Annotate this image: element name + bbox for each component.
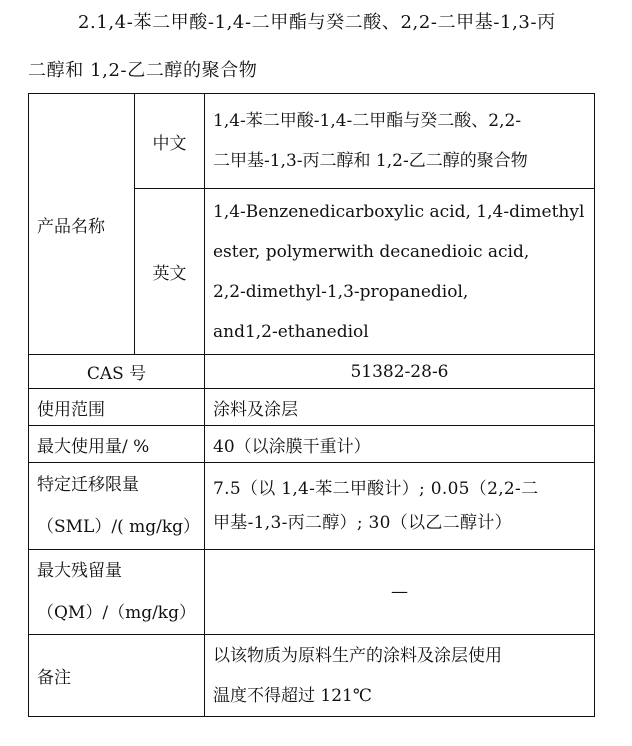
remark-label: 备注	[29, 635, 205, 717]
max-use-label: 最大使用量/ %	[29, 426, 205, 463]
english-name-line-4: and1,2-ethanediol	[213, 321, 369, 342]
usage-value: 涂料及涂层	[205, 389, 595, 426]
remark-value-line-2: 温度不得超过 121℃	[213, 685, 372, 706]
sml-label-line-2: （SML）/( mg/kg）	[37, 517, 201, 537]
chinese-name-line-2: 二甲基-1,3-丙二醇和 1,2-乙二醇的聚合物	[213, 151, 528, 171]
chinese-name-value	[205, 94, 595, 189]
section-title-line-1: 2.1,4-苯二甲酸-1,4-二甲酯与癸二酸、2,2-二甲基-1,3-丙	[78, 12, 556, 33]
max-use-value: 40（以涂膜干重计）	[205, 426, 595, 463]
sml-label	[29, 463, 205, 550]
usage-label: 使用范围	[29, 389, 205, 426]
remark-value-line-1: 以该物质为原料生产的涂料及涂层使用	[213, 645, 502, 666]
qm-label-line-1: 最大残留量	[37, 561, 122, 581]
row-max-use	[29, 426, 595, 463]
english-name-line-2: ester, polymerwith decanedioic acid,	[213, 241, 530, 262]
product-name-label: 产品名称	[29, 94, 135, 355]
sml-value	[205, 463, 595, 550]
sml-label-line-1: 特定迁移限量	[37, 475, 139, 495]
qm-label	[29, 550, 205, 635]
chinese-name-line-1: 1,4-苯二甲酸-1,4-二甲酯与癸二酸、2,2-	[213, 111, 522, 131]
sml-value-line-2: 甲基-1,3-丙二醇）; 30（以乙二醇计）	[213, 513, 512, 533]
row-usage	[29, 389, 595, 426]
section-title-line-2: 二醇和 1,2-乙二醇的聚合物	[28, 60, 258, 81]
qm-label-line-2: （QM）/（mg/kg）	[37, 603, 196, 623]
sml-value-line-1: 7.5（以 1,4-苯二甲酸计）; 0.05（2,2-二	[213, 479, 539, 499]
cas-value: 51382-28-6	[205, 355, 595, 389]
row-chinese-name	[29, 94, 595, 189]
chinese-label: 中文	[135, 94, 205, 189]
qm-value: —	[205, 550, 595, 635]
row-sml	[29, 463, 595, 550]
english-name-line-3: 2,2-dimethyl-1,3-propanediol,	[213, 281, 469, 302]
substance-spec-table	[28, 93, 595, 717]
cas-label: CAS 号	[29, 355, 205, 389]
english-name-line-1: 1,4-Benzenedicarboxylic acid, 1,4-dimethyl	[213, 201, 585, 222]
row-remark	[29, 635, 595, 717]
row-cas	[29, 355, 595, 389]
english-name-value	[205, 189, 595, 355]
english-label: 英文	[135, 189, 205, 355]
remark-value	[205, 635, 595, 717]
row-qm	[29, 550, 595, 635]
